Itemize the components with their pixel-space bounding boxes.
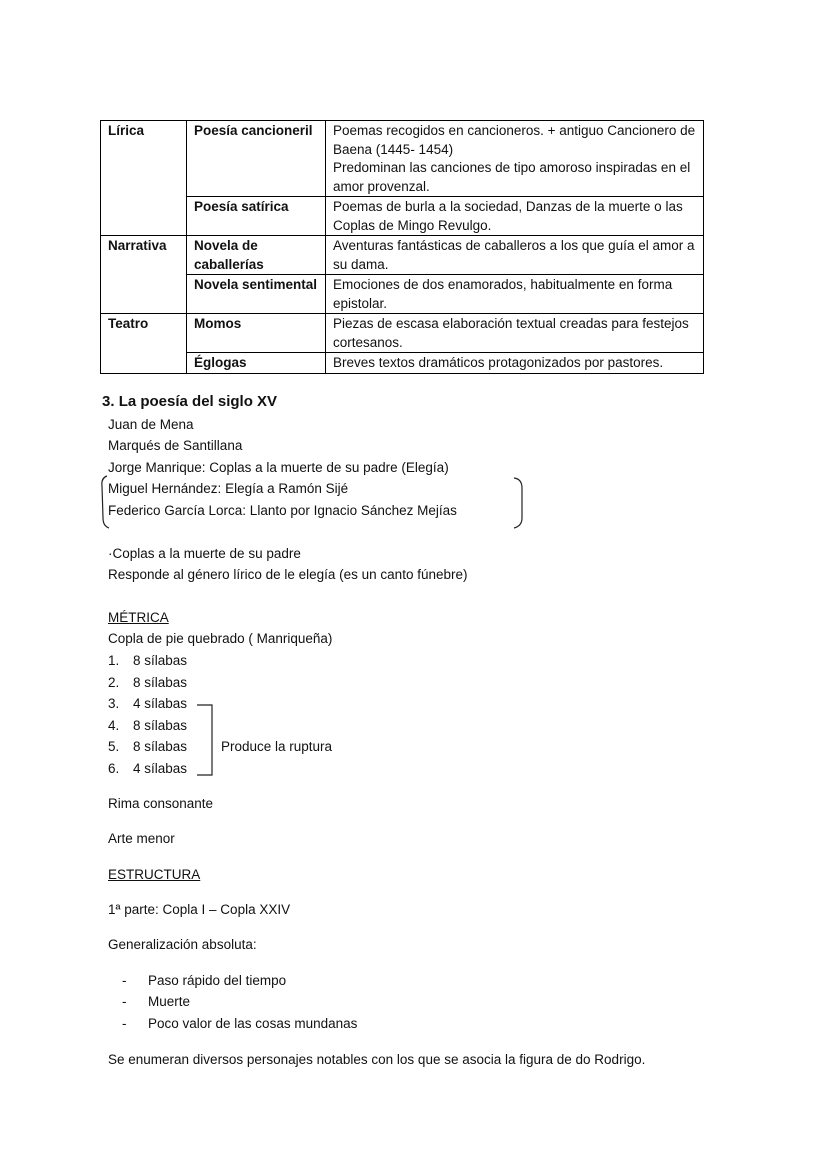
subgenre-cell: Poesía cancioneril xyxy=(187,121,326,197)
description-cell: Aventuras fantásticas de caballeros a los que guía el amor a su dama. xyxy=(326,236,704,275)
list-item xyxy=(122,993,191,1011)
subgenre-cell: Momos xyxy=(187,314,326,353)
section-number: 3. xyxy=(102,393,115,410)
genre-cell: Narrativa xyxy=(101,236,187,275)
genre-cell xyxy=(101,275,187,314)
verse-syllables: 8 sílabas xyxy=(133,739,188,754)
right-grouping-bracket xyxy=(512,476,526,530)
section-title: La poesía del siglo XV xyxy=(118,393,278,410)
verse-number: 4. xyxy=(108,718,120,733)
poet-line: Juan de Mena xyxy=(108,417,194,432)
verse-item xyxy=(108,695,188,713)
subgenre-cell: Novela de caballerías xyxy=(187,236,326,275)
bullet-text: Muerte xyxy=(148,994,191,1009)
coplas-title: ·Coplas a la muerte de su padre xyxy=(108,546,301,561)
verse-number: 2. xyxy=(108,675,120,690)
genre-cell: Lírica xyxy=(101,121,187,197)
subgenre-cell: Novela sentimental xyxy=(187,275,326,314)
verse-item xyxy=(108,674,188,692)
table-row xyxy=(101,197,704,236)
bullet-marker: - xyxy=(122,973,127,988)
part1-line: 1ª parte: Copla I – Copla XXIV xyxy=(108,902,291,917)
verses-bracket xyxy=(196,703,216,777)
verse-syllables: 8 sílabas xyxy=(133,718,188,733)
coplas-genre-line: Responde al género lírico de le elegía (es un canto fúnebre) xyxy=(108,567,468,582)
genre-cell: Teatro xyxy=(101,314,187,353)
verse-number: 3. xyxy=(108,696,120,711)
poet-line: Marqués de Santillana xyxy=(108,438,243,453)
table-row xyxy=(101,353,704,374)
subgenre-cell: Églogas xyxy=(187,353,326,374)
rima-line: Rima consonante xyxy=(108,796,214,811)
copla-type: Copla de pie quebrado ( Manriqueña) xyxy=(108,631,333,646)
generalizacion-line: Generalización absoluta: xyxy=(108,937,257,952)
genre-cell xyxy=(101,353,187,374)
estructura-heading: ESTRUCTURA xyxy=(108,867,201,882)
closing-line: Se enumeran diversos personajes notables con los que se asocia la figura de do Rodrigo. xyxy=(108,1052,646,1067)
bracket-note: Produce la ruptura xyxy=(221,739,333,754)
table-row xyxy=(101,314,704,353)
description-cell: Breves textos dramáticos protagonizados por pastores. xyxy=(326,353,704,374)
description-cell: Emociones de dos enamorados, habitualmente en forma epistolar. xyxy=(326,275,704,314)
bullet-text: Paso rápido del tiempo xyxy=(148,973,287,988)
bullet-text: Poco valor de las cosas mundanas xyxy=(148,1016,358,1031)
verse-item xyxy=(108,738,188,756)
verse-item xyxy=(108,760,188,778)
arte-line: Arte menor xyxy=(108,831,175,846)
table-row xyxy=(101,121,704,197)
verse-syllables: 4 sílabas xyxy=(133,761,188,776)
genres-table xyxy=(100,120,704,374)
verse-syllables: 8 sílabas xyxy=(133,675,188,690)
verse-syllables: 4 sílabas xyxy=(133,696,188,711)
poet-line: Miguel Hernández: Elegía a Ramón Sijé xyxy=(108,481,349,496)
table-row xyxy=(101,236,704,275)
poet-line: Federico García Lorca: Llanto por Ignacio Sánchez Mejías xyxy=(108,503,457,518)
poet-line: Jorge Manrique: Coplas a la muerte de su padre (Elegía) xyxy=(108,460,449,475)
verse-item xyxy=(108,717,188,735)
genre-cell xyxy=(101,197,187,236)
verse-number: 1. xyxy=(108,653,120,668)
metrica-heading: MÉTRICA xyxy=(108,610,169,625)
description-text: Poemas recogidos en cancioneros. + antiguo Cancionero de Baena (1445- 1454) Predominan las canciones de tipo amoroso inspiradas en el amor provenzal. xyxy=(333,123,696,194)
verse-item xyxy=(108,652,188,670)
verse-syllables: 8 sílabas xyxy=(133,653,188,668)
list-item xyxy=(122,1015,358,1033)
verse-number: 5. xyxy=(108,739,120,754)
bullet-marker: - xyxy=(122,994,127,1009)
subgenre-cell: Poesía satírica xyxy=(187,197,326,236)
description-cell: Poemas de burla a la sociedad, Danzas de la muerte o las Coplas de Mingo Revulgo. xyxy=(326,197,704,236)
left-grouping-bracket xyxy=(98,474,110,530)
section-heading xyxy=(102,393,277,411)
table-row xyxy=(101,275,704,314)
list-item xyxy=(122,972,287,990)
description-cell xyxy=(326,121,704,197)
bullet-marker: - xyxy=(122,1016,127,1031)
verse-number: 6. xyxy=(108,761,120,776)
description-cell: Piezas de escasa elaboración textual creadas para festejos cortesanos. xyxy=(326,314,704,353)
